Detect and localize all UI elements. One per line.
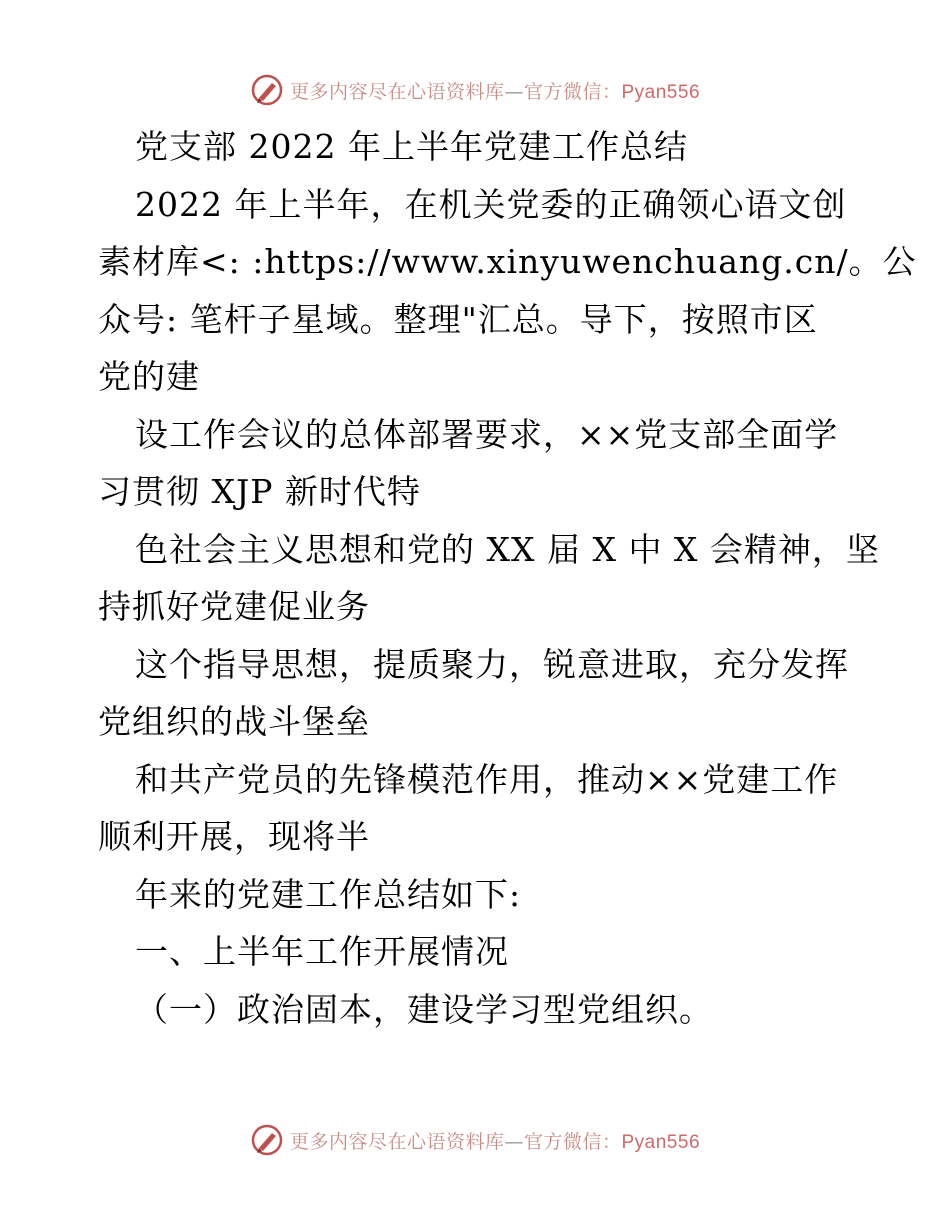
watermark-text bbox=[290, 1127, 700, 1154]
body-line: 习贯彻 XJP 新时代特 bbox=[98, 472, 421, 511]
body-line: 党的建 bbox=[98, 357, 200, 396]
pen-logo-icon bbox=[250, 1123, 284, 1157]
body-line: 设工作会议的总体部署要求，××党支部全面学 bbox=[135, 414, 839, 454]
body-line: 素材库<: :https://www.xinyuwenchuang.cn/。公 bbox=[98, 242, 917, 281]
body-line: 年来的党建工作总结如下: bbox=[135, 874, 522, 914]
watermark-tail: 官方微信： bbox=[523, 80, 622, 103]
body-line: 这个指导思想，提质聚力，锐意进取，充分发挥 bbox=[135, 644, 849, 684]
watermark-main: 更多内容尽在心语资料库 bbox=[289, 80, 505, 103]
header-watermark bbox=[0, 70, 950, 110]
watermark-id: Pyan556 bbox=[621, 81, 701, 103]
watermark-id: Pyan556 bbox=[621, 1131, 701, 1153]
body-line: 众号: 笔杆子星域。整理"汇总。导下，按照市区 bbox=[98, 299, 818, 339]
body-line: 持抓好党建促业务 bbox=[98, 587, 370, 626]
watermark-separator: — bbox=[504, 80, 524, 103]
pen-logo-icon bbox=[250, 73, 284, 107]
body-line: 党组织的战斗堡垒 bbox=[98, 702, 370, 741]
body-line: 2022 年上半年，在机关党委的正确领心语文创 bbox=[135, 184, 847, 224]
watermark-text bbox=[290, 77, 700, 104]
document-body bbox=[98, 118, 917, 1038]
body-line: 和共产党员的先锋模范作用，推动××党建工作 bbox=[135, 759, 839, 799]
body-line: （一）政治固本，建设学习型党组织。 bbox=[135, 989, 713, 1029]
body-line: 一、上半年工作开展情况 bbox=[135, 932, 509, 971]
body-line: 色社会主义思想和党的 XX 届 X 中 X 会精神，坚 bbox=[135, 529, 880, 569]
watermark-main: 更多内容尽在心语资料库 bbox=[289, 1130, 505, 1153]
body-line: 顺利开展，现将半 bbox=[98, 817, 370, 856]
watermark-tail: 官方微信： bbox=[523, 1130, 622, 1153]
footer-watermark bbox=[0, 1120, 950, 1160]
watermark-separator: — bbox=[504, 1130, 524, 1153]
body-line: 党支部 2022 年上半年党建工作总结 bbox=[135, 127, 688, 166]
